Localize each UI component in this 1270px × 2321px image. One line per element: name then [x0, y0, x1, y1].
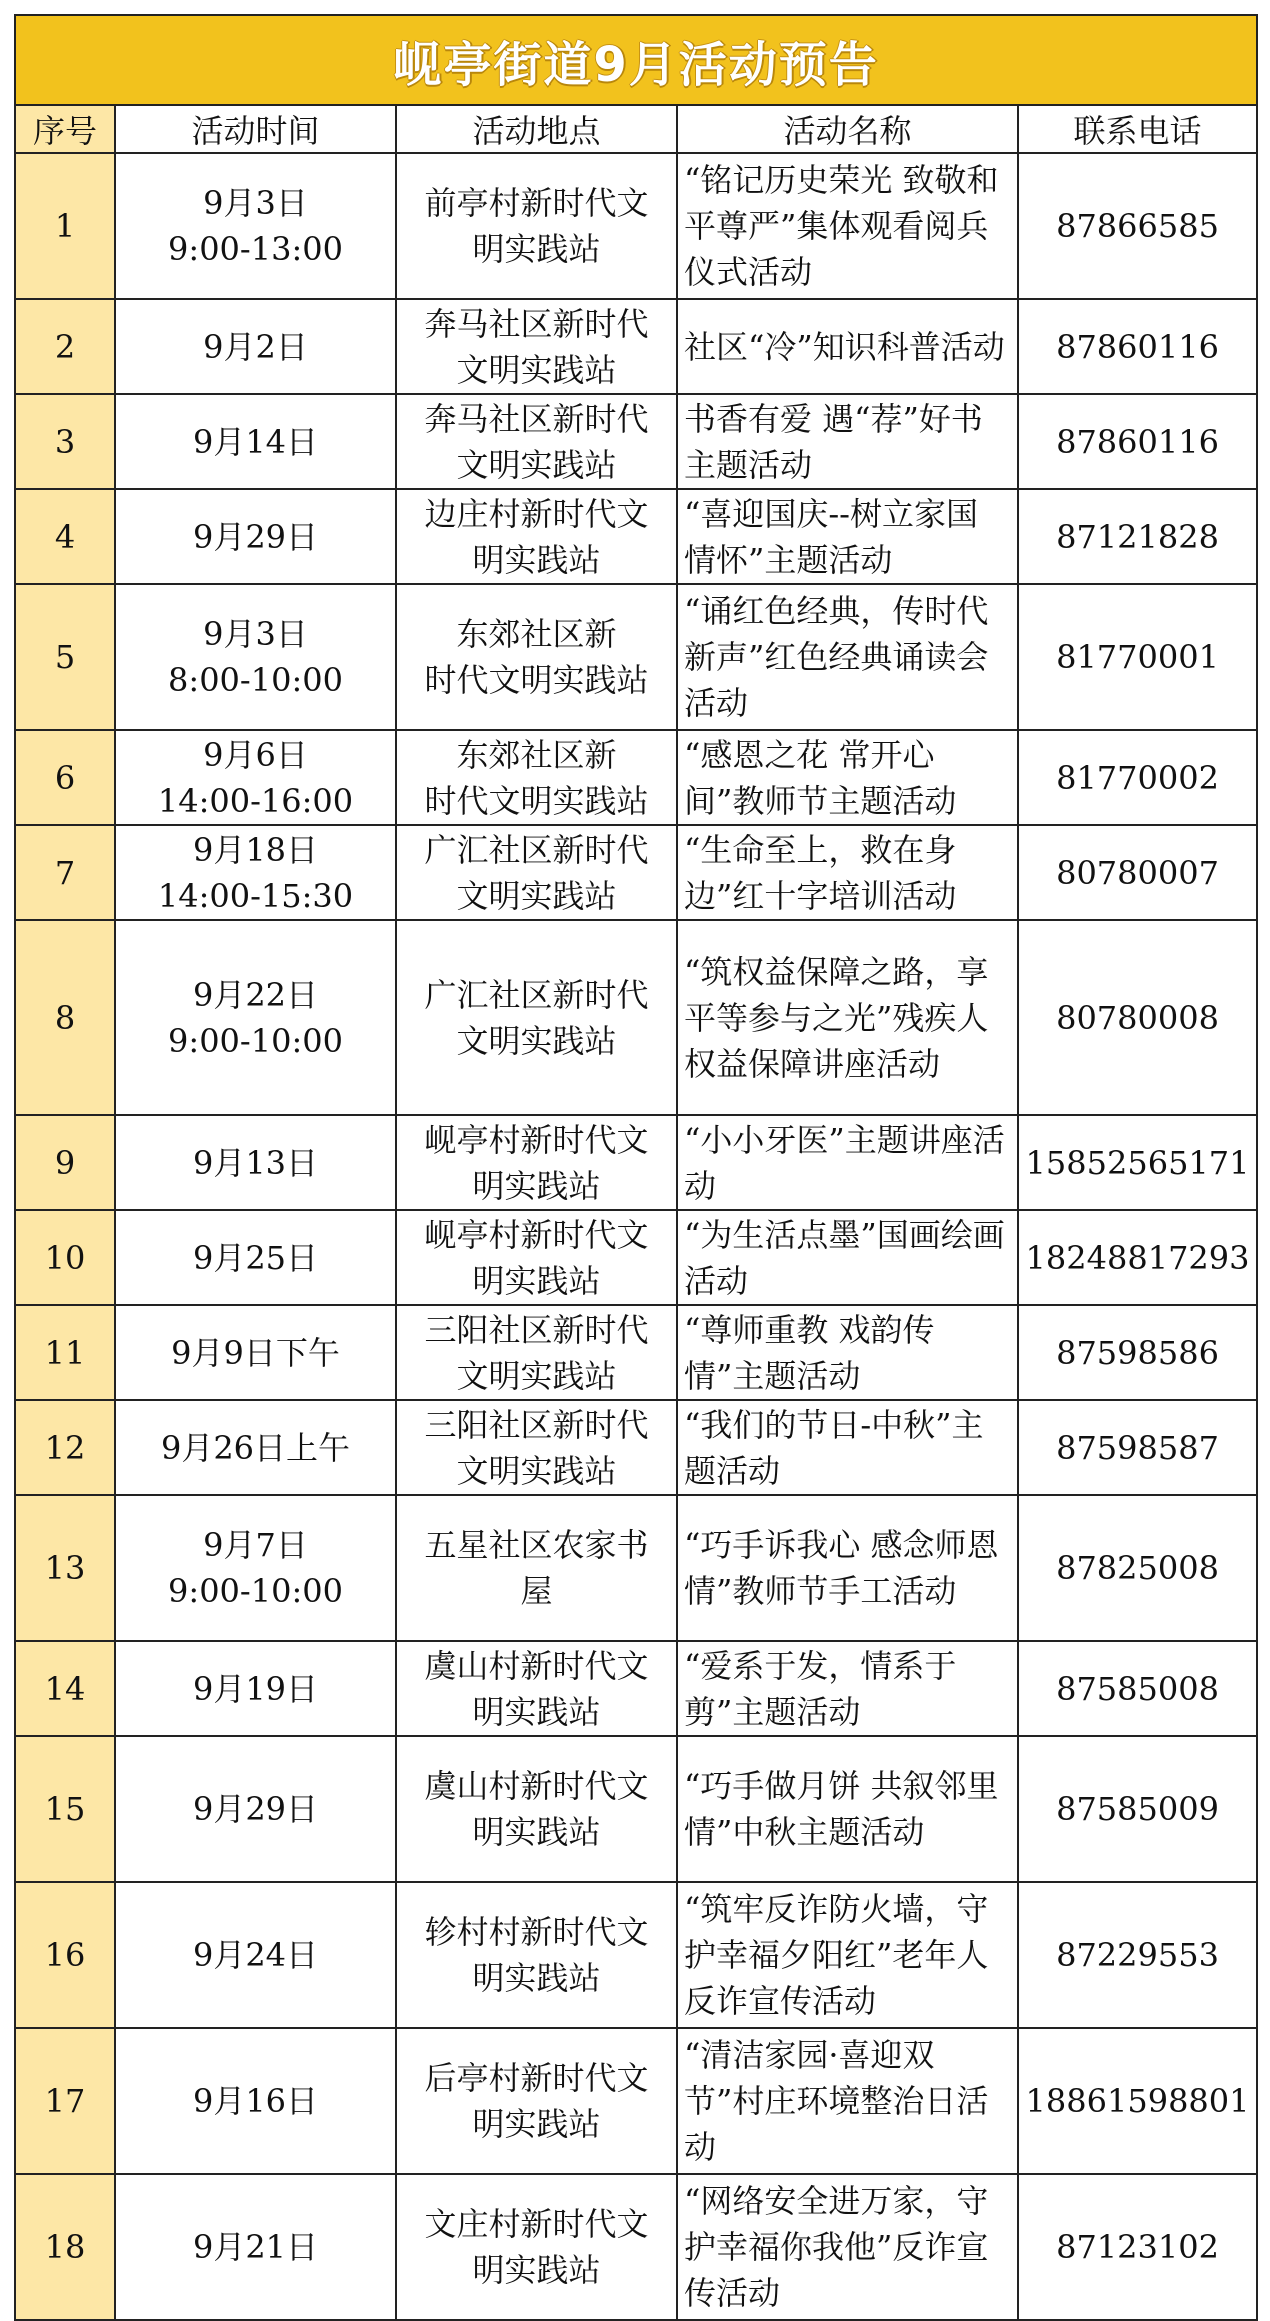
row-index: 12 — [15, 1400, 115, 1495]
row-time: 9月3日 8:00-10:00 — [115, 584, 396, 730]
row-phone: 87825008 — [1018, 1495, 1257, 1641]
row-index: 6 — [15, 730, 115, 825]
row-place: 岘亭村新时代文 明实践站 — [396, 1115, 677, 1210]
row-activity-name: “铭记历史荣光 致敬和平尊严”集体观看阅兵仪式活动 — [677, 153, 1018, 299]
table-row — [15, 489, 1257, 584]
row-time: 9月24日 — [115, 1882, 396, 2028]
row-time: 9月13日 — [115, 1115, 396, 1210]
table-row — [15, 1400, 1257, 1495]
row-index: 18 — [15, 2174, 115, 2320]
row-index: 11 — [15, 1305, 115, 1400]
table-row — [15, 730, 1257, 825]
row-phone: 81770002 — [1018, 730, 1257, 825]
row-place: 广汇社区新时代 文明实践站 — [396, 920, 677, 1115]
row-phone: 80780008 — [1018, 920, 1257, 1115]
row-time: 9月3日 9:00-13:00 — [115, 153, 396, 299]
row-index: 7 — [15, 825, 115, 920]
row-index: 3 — [15, 394, 115, 489]
table-row — [15, 1495, 1257, 1641]
row-place: 三阳社区新时代 文明实践站 — [396, 1305, 677, 1400]
row-index: 8 — [15, 920, 115, 1115]
row-index: 2 — [15, 299, 115, 394]
row-time: 9月14日 — [115, 394, 396, 489]
row-place: 五星社区农家书 屋 — [396, 1495, 677, 1641]
row-activity-name: 书香有爱 遇“荐”好书 主题活动 — [677, 394, 1018, 489]
row-phone: 87585009 — [1018, 1736, 1257, 1882]
row-activity-name: “感恩之花 常开心间”教师节主题活动 — [677, 730, 1018, 825]
row-time: 9月25日 — [115, 1210, 396, 1305]
row-place: 东郊社区新 时代文明实践站 — [396, 584, 677, 730]
row-index: 15 — [15, 1736, 115, 1882]
row-activity-name: “生命至上，救在身边”红十字培训活动 — [677, 825, 1018, 920]
row-time: 9月29日 — [115, 489, 396, 584]
row-place: 边庄村新时代文 明实践站 — [396, 489, 677, 584]
row-activity-name: “尊师重教 戏韵传情”主题活动 — [677, 1305, 1018, 1400]
table-row — [15, 920, 1257, 1115]
row-time: 9月21日 — [115, 2174, 396, 2320]
row-activity-name: “小小牙医”主题讲座活动 — [677, 1115, 1018, 1210]
row-time: 9月9日下午 — [115, 1305, 396, 1400]
row-time: 9月29日 — [115, 1736, 396, 1882]
row-activity-name: “筑牢反诈防火墙，守护幸福夕阳红”老年人反诈宣传活动 — [677, 1882, 1018, 2028]
row-activity-name: “筑权益保障之路，享平等参与之光”残疾人权益保障讲座活动 — [677, 920, 1018, 1115]
row-time: 9月7日 9:00-10:00 — [115, 1495, 396, 1641]
table-row — [15, 1115, 1257, 1210]
header-row — [15, 105, 1257, 153]
row-activity-name: “巧手诉我心 感念师恩情”教师节手工活动 — [677, 1495, 1018, 1641]
row-phone: 87598586 — [1018, 1305, 1257, 1400]
row-place: 前亭村新时代文 明实践站 — [396, 153, 677, 299]
row-activity-name: “网络安全进万家，守护幸福你我他”反诈宣传活动 — [677, 2174, 1018, 2320]
row-activity-name: “诵红色经典，传时代新声”红色经典诵读会活动 — [677, 584, 1018, 730]
table-row — [15, 394, 1257, 489]
row-activity-name: 社区“冷”知识科普活动 — [677, 299, 1018, 394]
row-index: 4 — [15, 489, 115, 584]
row-place: 奔马社区新时代 文明实践站 — [396, 299, 677, 394]
table-row — [15, 153, 1257, 299]
row-phone: 87860116 — [1018, 394, 1257, 489]
row-phone: 80780007 — [1018, 825, 1257, 920]
table-row — [15, 1641, 1257, 1736]
row-phone: 81770001 — [1018, 584, 1257, 730]
row-phone: 87598587 — [1018, 1400, 1257, 1495]
page-title: 岘亭街道9月活动预告 — [15, 15, 1257, 105]
row-index: 9 — [15, 1115, 115, 1210]
activity-table — [14, 14, 1258, 2321]
row-index: 16 — [15, 1882, 115, 2028]
row-index: 10 — [15, 1210, 115, 1305]
row-place: 后亭村新时代文 明实践站 — [396, 2028, 677, 2174]
row-time: 9月19日 — [115, 1641, 396, 1736]
row-phone: 87585008 — [1018, 1641, 1257, 1736]
row-place: 奔马社区新时代 文明实践站 — [396, 394, 677, 489]
row-place: 虞山村新时代文 明实践站 — [396, 1736, 677, 1882]
table-row — [15, 2174, 1257, 2320]
table-row — [15, 1210, 1257, 1305]
header-place: 活动地点 — [396, 105, 677, 153]
row-activity-name: “爱系于发，情系于剪”主题活动 — [677, 1641, 1018, 1736]
row-place: 虞山村新时代文 明实践站 — [396, 1641, 677, 1736]
row-place: 三阳社区新时代 文明实践站 — [396, 1400, 677, 1495]
row-phone: 87229553 — [1018, 1882, 1257, 2028]
row-phone: 18248817293 — [1018, 1210, 1257, 1305]
row-time: 9月16日 — [115, 2028, 396, 2174]
row-time: 9月18日 14:00-15:30 — [115, 825, 396, 920]
row-phone: 87860116 — [1018, 299, 1257, 394]
row-index: 14 — [15, 1641, 115, 1736]
row-activity-name: “我们的节日-中秋”主题活动 — [677, 1400, 1018, 1495]
row-phone: 87123102 — [1018, 2174, 1257, 2320]
row-place: 文庄村新时代文 明实践站 — [396, 2174, 677, 2320]
row-activity-name: “清洁家园·喜迎双节”村庄环境整治日活动 — [677, 2028, 1018, 2174]
header-index: 序号 — [15, 105, 115, 153]
row-index: 1 — [15, 153, 115, 299]
table-row — [15, 1882, 1257, 2028]
row-time: 9月22日 9:00-10:00 — [115, 920, 396, 1115]
table-row — [15, 825, 1257, 920]
row-phone: 87866585 — [1018, 153, 1257, 299]
table-row — [15, 1305, 1257, 1400]
activity-notice — [14, 14, 1256, 2321]
row-index: 17 — [15, 2028, 115, 2174]
table-row — [15, 2028, 1257, 2174]
table-row — [15, 299, 1257, 394]
header-name: 活动名称 — [677, 105, 1018, 153]
row-time: 9月2日 — [115, 299, 396, 394]
row-activity-name: “为生活点墨”国画绘画活动 — [677, 1210, 1018, 1305]
table-row — [15, 1736, 1257, 1882]
row-activity-name: “喜迎国庆--树立家国情怀”主题活动 — [677, 489, 1018, 584]
table-row — [15, 584, 1257, 730]
row-phone: 15852565171 — [1018, 1115, 1257, 1210]
header-time: 活动时间 — [115, 105, 396, 153]
row-index: 13 — [15, 1495, 115, 1641]
header-phone: 联系电话 — [1018, 105, 1257, 153]
row-index: 5 — [15, 584, 115, 730]
row-phone: 87121828 — [1018, 489, 1257, 584]
row-phone: 18861598801 — [1018, 2028, 1257, 2174]
row-place: 广汇社区新时代 文明实践站 — [396, 825, 677, 920]
row-time: 9月6日 14:00-16:00 — [115, 730, 396, 825]
row-place: 东郊社区新 时代文明实践站 — [396, 730, 677, 825]
row-place: 轸村村新时代文 明实践站 — [396, 1882, 677, 2028]
row-time: 9月26日上午 — [115, 1400, 396, 1495]
row-activity-name: “巧手做月饼 共叙邻里情”中秋主题活动 — [677, 1736, 1018, 1882]
row-place: 岘亭村新时代文 明实践站 — [396, 1210, 677, 1305]
